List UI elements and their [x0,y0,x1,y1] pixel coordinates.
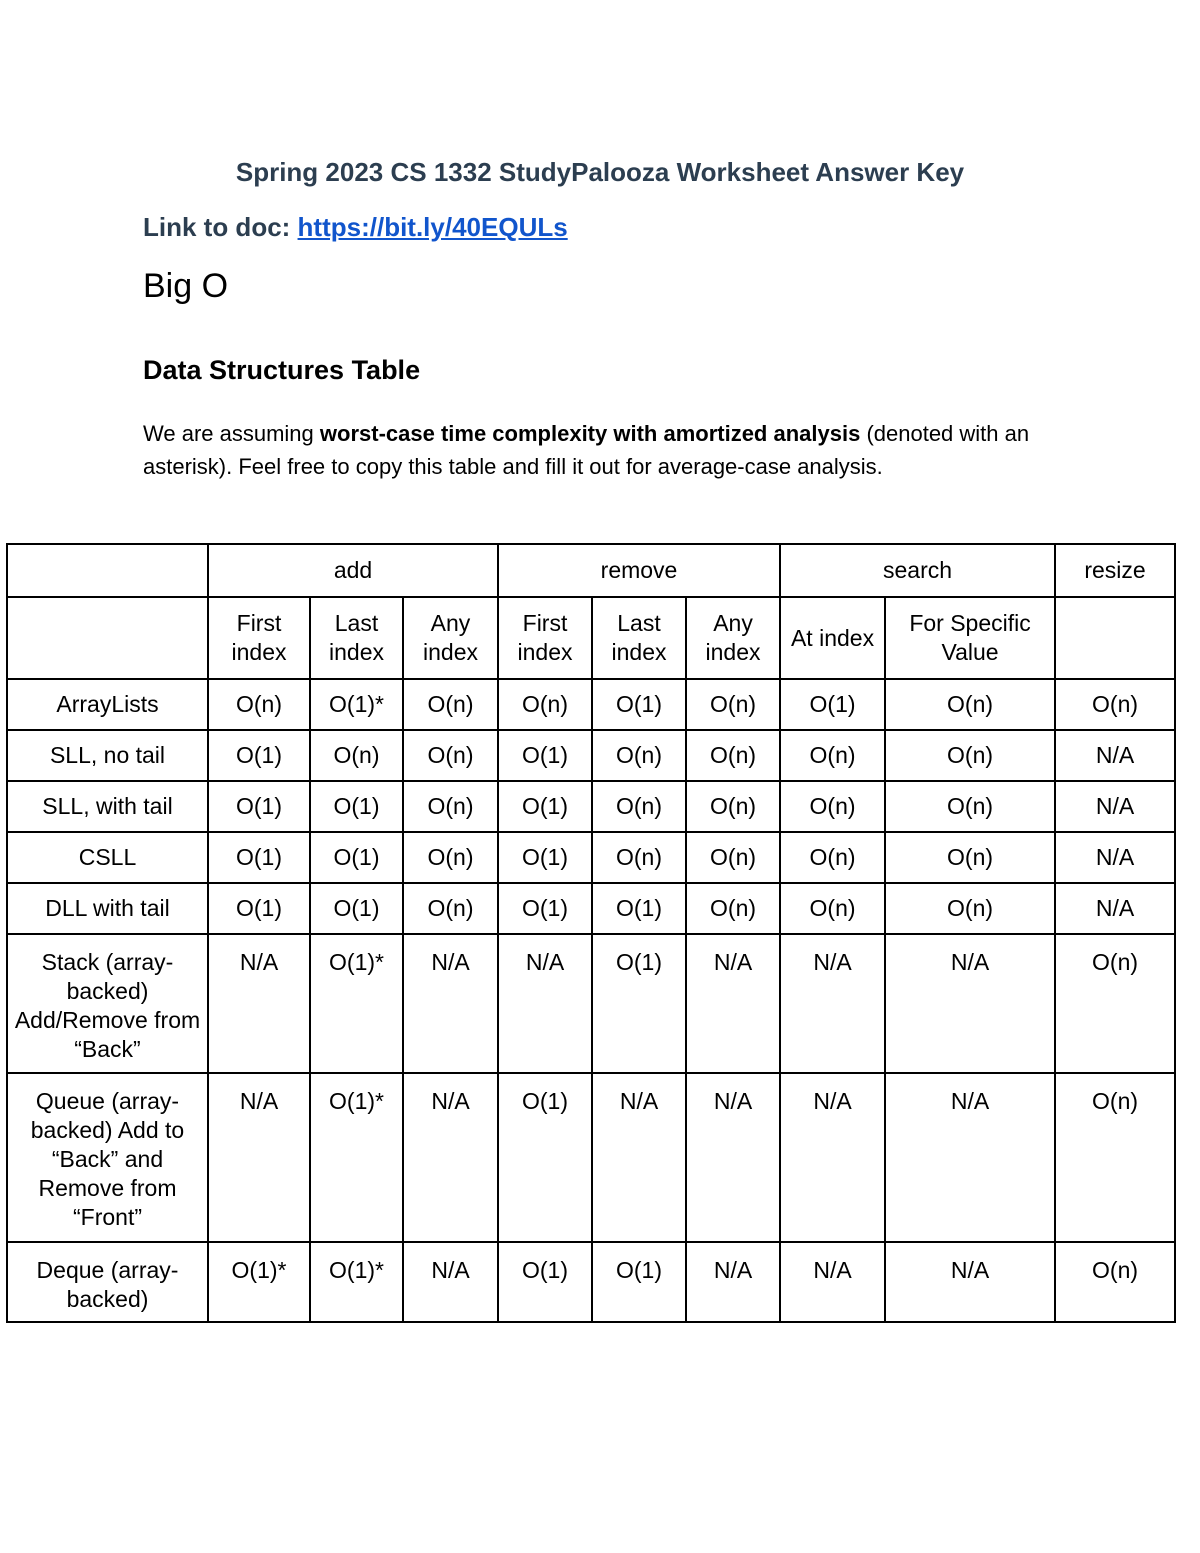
intro-text-end: (denoted with an asterisk). Feel free to copy this table and fill it out for average-case analysis. [143,421,1030,479]
table-row [7,781,1175,832]
table-cell: O(1) [592,679,686,730]
table-cell: O(1) [310,781,403,832]
page-title: Spring 2023 CS 1332 StudyPalooza Worksheet Answer Key [235,157,965,187]
table-cell: O(1)* [208,1242,310,1322]
section-heading: Big O [143,267,229,305]
subheader-add-any: Any index [403,597,498,679]
intro-text-start: We are assuming [143,421,320,446]
table-cell: O(n) [592,730,686,781]
row-label: Deque (array-backed) [7,1242,208,1322]
table-cell: O(n) [885,883,1055,934]
table-cell: O(1) [498,1073,592,1242]
row-label: Stack (array-backed) Add/Remove from “Back” [7,934,208,1073]
table-cell: N/A [686,1242,780,1322]
group-header-row [7,544,1175,597]
table-cell: O(n) [686,730,780,781]
table-row [7,679,1175,730]
row-label: SLL, no tail [7,730,208,781]
table-cell: O(n) [780,730,885,781]
corner-cell [7,544,208,597]
table-cell: N/A [780,1073,885,1242]
table-cell: O(n) [885,679,1055,730]
table-cell: O(n) [885,730,1055,781]
table-cell: O(n) [1055,1242,1175,1322]
group-header-resize: resize [1055,544,1175,597]
table-cell: N/A [885,1242,1055,1322]
table-cell: O(n) [310,730,403,781]
table-cell: O(n) [403,832,498,883]
table-cell: O(1) [780,679,885,730]
table-cell: O(1) [498,832,592,883]
table-cell: O(n) [403,781,498,832]
table-cell: O(1) [592,1242,686,1322]
table-cell: O(1) [310,832,403,883]
table-cell: O(n) [1055,1073,1175,1242]
table-row [7,832,1175,883]
row-label: SLL, with tail [7,781,208,832]
row-label: DLL with tail [7,883,208,934]
table-cell: O(1) [498,883,592,934]
table-cell: O(1) [208,883,310,934]
table-cell: O(1) [592,934,686,1073]
subheader-remove-last: Last index [592,597,686,679]
group-header-search: search [780,544,1055,597]
table-cell: N/A [1055,883,1175,934]
table-cell: O(n) [592,781,686,832]
table-cell: O(1) [498,1242,592,1322]
table-cell: N/A [1055,781,1175,832]
table-cell: N/A [592,1073,686,1242]
doc-link-line [143,212,568,243]
subheader-search-value: For Specific Value [885,597,1055,679]
table-cell: O(1)* [310,1242,403,1322]
subheader-add-first: First index [208,597,310,679]
row-label: CSLL [7,832,208,883]
table-row [7,1073,1175,1242]
table-cell: O(n) [686,679,780,730]
table-cell: O(n) [403,730,498,781]
table-cell: O(n) [780,883,885,934]
table-cell: O(n) [885,832,1055,883]
doc-link-label: Link to doc: [143,212,298,242]
row-label: ArrayLists [7,679,208,730]
group-header-remove: remove [498,544,780,597]
table-cell: N/A [885,1073,1055,1242]
table-cell: O(n) [780,781,885,832]
table-cell: N/A [1055,730,1175,781]
table-cell: N/A [780,934,885,1073]
table-cell: O(n) [403,679,498,730]
table-cell: N/A [403,934,498,1073]
row-label: Queue (array-backed) Add to “Back” and Remove from “Front” [7,1073,208,1242]
table-cell: O(n) [1055,934,1175,1073]
table-cell: O(1) [310,883,403,934]
table-cell: O(n) [686,832,780,883]
table-heading: Data Structures Table [143,355,421,385]
table-cell: N/A [885,934,1055,1073]
subheader-blank [7,597,208,679]
table-cell: O(n) [686,781,780,832]
table-cell: O(1) [208,832,310,883]
table-cell: N/A [780,1242,885,1322]
table-cell: O(1) [208,781,310,832]
table-cell: O(n) [208,679,310,730]
table-cell: N/A [403,1073,498,1242]
table-cell: O(n) [885,781,1055,832]
table-cell: N/A [1055,832,1175,883]
table-cell: O(1)* [310,1073,403,1242]
table-cell: O(n) [403,883,498,934]
subheader-search-at: At index [780,597,885,679]
subheader-add-last: Last index [310,597,403,679]
table-row [7,934,1175,1073]
data-structures-table [6,543,1176,1323]
table-cell: O(1)* [310,679,403,730]
table-row [7,883,1175,934]
table-cell: N/A [686,1073,780,1242]
table-cell: N/A [208,1073,310,1242]
subheader-remove-any: Any index [686,597,780,679]
table-cell: O(n) [498,679,592,730]
subheader-resize-blank [1055,597,1175,679]
table-cell: N/A [686,934,780,1073]
intro-text-bold: worst-case time complexity with amortized analysis [319,421,861,446]
table-cell: N/A [403,1242,498,1322]
group-header-add: add [208,544,498,597]
table-cell: O(1) [592,883,686,934]
subheader-row [7,597,1175,679]
subheader-remove-first: First index [498,597,592,679]
table-cell: O(n) [686,883,780,934]
doc-link[interactable]: https://bit.ly/40EQULs [297,212,568,242]
table-cell: N/A [208,934,310,1073]
table-row [7,730,1175,781]
intro-paragraph [143,417,1083,483]
table-cell: O(1) [498,730,592,781]
table-cell: O(n) [592,832,686,883]
table-row [7,1242,1175,1322]
table-cell: O(1)* [310,934,403,1073]
table-cell: O(n) [1055,679,1175,730]
table-cell: O(1) [498,781,592,832]
table-cell: O(1) [208,730,310,781]
table-cell: O(n) [780,832,885,883]
table-cell: N/A [498,934,592,1073]
